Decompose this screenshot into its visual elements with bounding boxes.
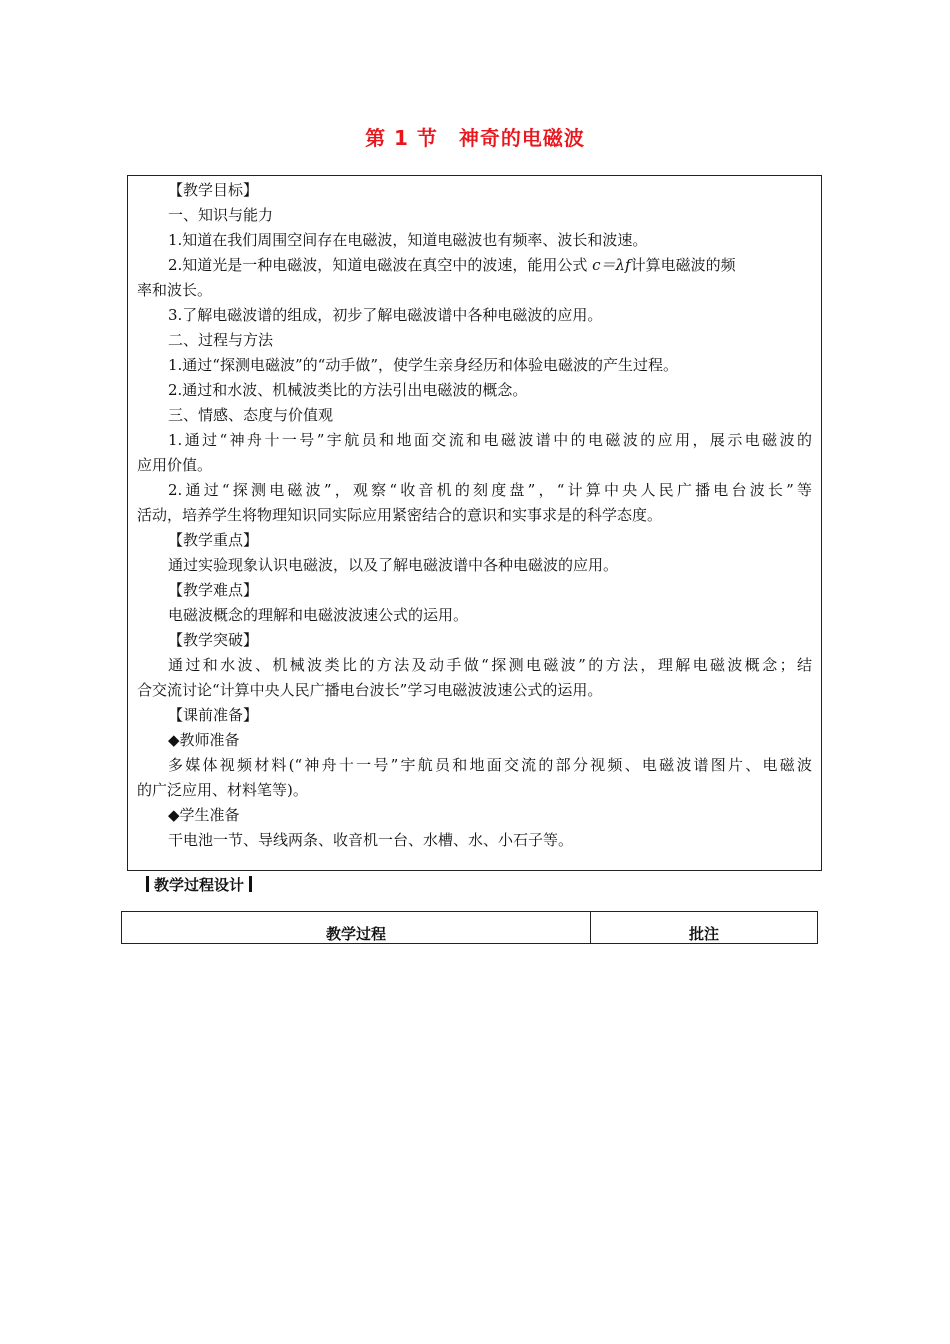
heading-bar-left [146, 876, 149, 892]
knowledge-item-1: 1.知道在我们周围空间存在电磁波，知道电磁波也有频率、波长和波速。 [168, 231, 648, 249]
teacher-prep-text-cont: 的广泛应用、材料笔等)。 [137, 781, 308, 799]
difficulties-header: 【教学难点】 [168, 581, 259, 599]
teacher-prep-header: ◆教师准备 [168, 731, 240, 749]
knowledge-item-2 [137, 253, 812, 278]
objectives-header: 【教学目标】 [168, 181, 259, 199]
process-section-heading [146, 874, 252, 896]
emotion-item-2: 2.通过“探测电磁波”，观察“收音机的刻度盘”，“计算中央人民广播电台波长”等 [168, 481, 812, 499]
student-prep-text: 干电池一节、导线两条、收音机一台、水槽、水、小石子等。 [168, 831, 574, 849]
student-prep-header: ◆学生准备 [168, 806, 240, 824]
emotion-item-1-cont: 应用价值。 [137, 456, 213, 474]
key-points-text: 通过实验现象认识电磁波，以及了解电磁波谱中各种电磁波的应用。 [168, 556, 619, 574]
process-item-2: 2.通过和水波、机械波类比的方法引出电磁波的概念。 [168, 381, 528, 399]
process-table [121, 911, 818, 944]
knowledge-item-2-text-b: 计算电磁波的频 [630, 256, 736, 274]
breakthrough-text: 通过和水波、机械波类比的方法及动手做“探测电磁波”的方法，理解电磁波概念；结 [168, 656, 812, 674]
section-emotion: 三、情感、态度与价值观 [168, 406, 334, 424]
teacher-prep-text: 多媒体视频材料(“神舟十一号”宇航员和地面交流的部分视频、电磁波谱图片、电磁波 [168, 756, 812, 774]
process-column-header: 教学过程 [122, 912, 591, 943]
document-title: 第 1 节 神奇的电磁波 [365, 126, 585, 150]
objectives-box [127, 175, 822, 871]
key-points-header: 【教学重点】 [168, 531, 259, 549]
knowledge-item-3: 3.了解电磁波谱的组成，初步了解电磁波谱中各种电磁波的应用。 [168, 306, 603, 324]
section-process: 二、过程与方法 [168, 331, 274, 349]
difficulties-text: 电磁波概念的理解和电磁波波速公式的运用。 [168, 606, 469, 624]
knowledge-item-2-text-a: 2.知道光是一种电磁波，知道电磁波在真空中的波速，能用公式 [168, 256, 593, 274]
breakthrough-header: 【教学突破】 [168, 631, 259, 649]
heading-bar-right [249, 876, 252, 892]
emotion-item-1: 1.通过“神舟十一号”宇航员和地面交流和电磁波谱中的电磁波的应用，展示电磁波的 [168, 431, 812, 449]
process-item-1: 1.通过“探测电磁波”的“动手做”，使学生亲身经历和体验电磁波的产生过程。 [168, 356, 678, 374]
notes-column-header: 批注 [688, 925, 719, 943]
knowledge-item-2-cont: 率和波长。 [137, 281, 213, 299]
section-knowledge: 一、知识与能力 [168, 206, 274, 224]
wave-formula: c＝λf [592, 256, 631, 274]
emotion-item-2-cont: 活动，培养学生将物理知识同实际应用紧密结合的意识和实事求是的科学态度。 [137, 506, 663, 524]
breakthrough-text-cont: 合交流讨论“计算中央人民广播电台波长”学习电磁波波速公式的运用。 [137, 681, 603, 699]
preparation-header: 【课前准备】 [168, 706, 259, 724]
process-section-label: 教学过程设计 [154, 876, 245, 894]
